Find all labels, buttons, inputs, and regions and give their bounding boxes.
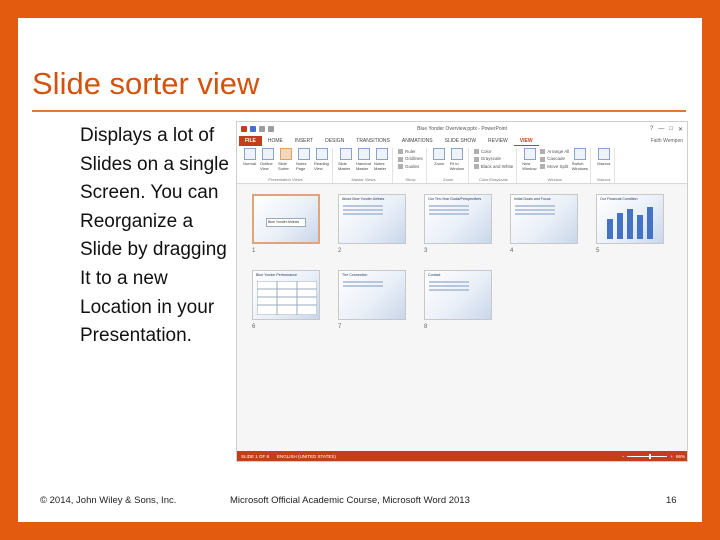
save-icon[interactable] bbox=[250, 126, 256, 132]
zoom-slider[interactable] bbox=[627, 456, 667, 457]
group-window bbox=[519, 148, 591, 183]
slide-thumb-title: Initial Goals and Focus bbox=[514, 197, 551, 201]
group-label: Presentation Views bbox=[268, 177, 303, 182]
text-placeholder bbox=[343, 285, 383, 287]
help-icon[interactable]: ? bbox=[650, 125, 654, 132]
footer-page-number: 16 bbox=[666, 495, 677, 506]
bullet-line: Location in your bbox=[80, 296, 215, 318]
ribbon bbox=[237, 146, 687, 184]
macros-icon bbox=[598, 148, 610, 160]
outline-view-button[interactable] bbox=[260, 148, 275, 171]
slide-count: SLIDE 1 OF 8 bbox=[241, 453, 270, 459]
slide-thumbnail[interactable] bbox=[424, 194, 492, 244]
button-label: Notes Page bbox=[296, 161, 307, 171]
slide-master-button[interactable] bbox=[338, 148, 353, 171]
powerpoint-screenshot bbox=[236, 121, 688, 462]
slide-thumb-title: The Connection bbox=[342, 273, 368, 277]
new-window-icon bbox=[524, 148, 536, 160]
button-label: New Window bbox=[522, 161, 537, 171]
slide-thumbnail[interactable] bbox=[596, 194, 664, 244]
maximize-icon[interactable]: □ bbox=[669, 125, 673, 132]
slide-sorter-icon bbox=[280, 148, 292, 160]
group-master-views bbox=[335, 148, 393, 183]
bullet-line: Displays a lot of bbox=[80, 125, 215, 146]
notes-page-button[interactable] bbox=[296, 148, 311, 171]
ribbon-tabs bbox=[237, 136, 687, 146]
normal-view-icon bbox=[244, 148, 256, 160]
chart-bar bbox=[647, 207, 653, 239]
text-placeholder bbox=[515, 205, 555, 207]
tab-insert[interactable]: INSERT bbox=[294, 138, 314, 144]
zoom-icon bbox=[433, 148, 445, 160]
slide-sorter-button[interactable] bbox=[278, 148, 293, 171]
minimize-icon[interactable]: — bbox=[658, 125, 665, 132]
text-placeholder bbox=[343, 281, 383, 283]
quick-access-toolbar bbox=[241, 126, 274, 132]
slide-thumbnail[interactable] bbox=[338, 270, 406, 320]
tab-animations[interactable]: ANIMATIONS bbox=[401, 138, 433, 144]
slide-number: 3 bbox=[424, 248, 428, 254]
slide-thumbnail[interactable] bbox=[424, 270, 492, 320]
tab-home[interactable]: HOME bbox=[267, 138, 283, 144]
group-show bbox=[395, 148, 427, 183]
macros-button[interactable] bbox=[596, 148, 611, 166]
chart-bar bbox=[607, 219, 613, 239]
button-label: Normal bbox=[243, 161, 256, 166]
slide-master-icon bbox=[340, 148, 352, 160]
zoom-button[interactable] bbox=[432, 148, 447, 171]
group-color-grayscale bbox=[471, 148, 518, 183]
bullet-line: Presentation. bbox=[80, 325, 192, 347]
zoom-level[interactable]: 66% bbox=[675, 453, 685, 459]
text-placeholder bbox=[429, 205, 469, 207]
handout-master-button[interactable] bbox=[356, 148, 371, 171]
zoom-out-icon[interactable]: − bbox=[621, 453, 625, 459]
switch-windows-icon bbox=[574, 148, 586, 160]
slide-thumbnail[interactable] bbox=[252, 194, 320, 244]
slide-thumb-title: Contact bbox=[428, 273, 441, 277]
group-label: Zoom bbox=[443, 177, 454, 182]
slide-thumbnail[interactable] bbox=[510, 194, 578, 244]
title-bar bbox=[237, 122, 687, 136]
text-placeholder bbox=[343, 205, 383, 207]
chart-bar bbox=[627, 209, 633, 239]
reading-view-icon bbox=[316, 148, 328, 160]
group-presentation-views bbox=[239, 148, 333, 183]
normal-view-button[interactable] bbox=[242, 148, 257, 171]
tab-view[interactable]: VIEW bbox=[514, 136, 539, 146]
bullet-line: It to a new bbox=[80, 267, 168, 289]
slide-thumb-title: Our Ten-Year Goals/Perspectives bbox=[428, 197, 482, 201]
footer-copyright: © 2014, John Wiley & Sons, Inc. bbox=[40, 495, 177, 506]
button-label: Reading View bbox=[314, 161, 329, 171]
slide-thumbnail[interactable] bbox=[252, 270, 320, 320]
slide-number: 8 bbox=[424, 324, 428, 330]
fit-to-window-button[interactable] bbox=[450, 148, 465, 171]
guides-checkbox[interactable]: Guides bbox=[398, 164, 423, 169]
chart-graphic bbox=[601, 205, 661, 241]
zoom-in-icon[interactable]: + bbox=[670, 453, 673, 459]
chart-bar bbox=[637, 215, 643, 239]
slide-thumb-title: Our Financial Condition bbox=[600, 197, 638, 201]
tab-file[interactable]: FILE bbox=[239, 136, 262, 146]
text-placeholder bbox=[515, 209, 555, 211]
group-label: Macros bbox=[597, 177, 611, 182]
slide-number: 5 bbox=[596, 248, 600, 254]
slide-thumbnail[interactable] bbox=[338, 194, 406, 244]
group-label: Window bbox=[547, 177, 562, 182]
move-split-button[interactable]: Move Split bbox=[540, 164, 569, 169]
zoom-slider-thumb[interactable] bbox=[649, 454, 651, 459]
button-label: Zoom bbox=[434, 161, 445, 166]
button-label: Handout Master bbox=[355, 161, 372, 171]
button-label: Macros bbox=[597, 161, 611, 166]
app-icon bbox=[241, 126, 247, 132]
table-graphic bbox=[257, 281, 317, 315]
table-frame bbox=[257, 281, 317, 315]
slide-title-box: Blue Yonder Airlines bbox=[266, 218, 306, 227]
slide-number: 4 bbox=[510, 248, 514, 254]
outline-view-icon bbox=[262, 148, 274, 160]
undo-icon[interactable] bbox=[259, 126, 265, 132]
arrange-all-button[interactable]: Arrange All bbox=[540, 149, 569, 154]
window-controls bbox=[650, 126, 683, 133]
text-placeholder bbox=[429, 285, 469, 287]
fit-to-window-icon bbox=[451, 148, 463, 160]
button-label: Outline View bbox=[260, 161, 273, 171]
close-icon[interactable]: ✕ bbox=[677, 126, 683, 133]
gridlines-checkbox[interactable]: Gridlines bbox=[398, 156, 423, 161]
tab-design[interactable]: DESIGN bbox=[325, 138, 345, 144]
notes-master-icon bbox=[376, 148, 388, 160]
slide-number: 6 bbox=[252, 324, 256, 330]
group-label: Show bbox=[405, 177, 416, 182]
document-title: Blue Yonder Overview.pptx - PowerPoint bbox=[417, 126, 507, 132]
footer-course: Microsoft Official Academic Course, Microsoft Word 2013 bbox=[230, 495, 470, 506]
slide-title: Slide sorter view bbox=[32, 66, 260, 101]
notes-page-icon bbox=[298, 148, 310, 160]
color-button[interactable]: Color bbox=[474, 149, 514, 154]
group-label: Master Views bbox=[351, 177, 376, 182]
slide-number: 2 bbox=[338, 248, 342, 254]
black-and-white-button[interactable]: Black and White bbox=[474, 164, 514, 169]
tab-slide-show[interactable]: SLIDE SHOW bbox=[444, 138, 477, 144]
bullet-line: Slide by dragging bbox=[80, 239, 227, 261]
notes-master-button[interactable] bbox=[374, 148, 389, 171]
status-bar bbox=[237, 451, 688, 461]
bullet-line: Slides on a single bbox=[80, 153, 229, 175]
tab-transitions[interactable]: TRANSITIONS bbox=[356, 138, 390, 144]
text-placeholder bbox=[429, 289, 469, 291]
button-label: Switch Windows bbox=[571, 161, 588, 171]
button-label: Fit to Window bbox=[449, 161, 464, 171]
bullet-line: Reorganize a bbox=[80, 210, 194, 232]
slide-sorter-pane bbox=[237, 186, 688, 453]
button-label: Notes Master bbox=[374, 161, 387, 171]
user-name[interactable]: Faith Wempen bbox=[650, 138, 683, 144]
tab-review[interactable]: REVIEW bbox=[488, 138, 508, 144]
text-placeholder bbox=[343, 209, 383, 211]
button-label: Slide Sorter bbox=[278, 161, 289, 171]
text-placeholder bbox=[343, 213, 383, 215]
cascade-button[interactable]: Cascade bbox=[540, 156, 569, 161]
language-indicator[interactable]: ENGLISH (UNITED STATES) bbox=[277, 453, 336, 459]
group-zoom bbox=[429, 148, 469, 183]
chart-bar bbox=[617, 213, 623, 239]
slide-number: 1 bbox=[252, 248, 256, 254]
new-window-button[interactable] bbox=[522, 148, 537, 171]
text-placeholder bbox=[429, 213, 469, 215]
text-placeholder bbox=[429, 281, 469, 283]
bullet-line: Screen. You can bbox=[80, 182, 219, 204]
ruler-checkbox[interactable]: Ruler bbox=[398, 149, 423, 154]
slide-number: 7 bbox=[338, 324, 342, 330]
button-label: Slide Master bbox=[338, 161, 351, 171]
title-underline bbox=[32, 110, 686, 112]
group-macros bbox=[593, 148, 615, 183]
slide-thumb-title: About Blue Yonder Airlines bbox=[342, 197, 385, 201]
text-placeholder bbox=[515, 213, 555, 215]
group-label: Color/Grayscale bbox=[479, 177, 508, 182]
handout-master-icon bbox=[358, 148, 370, 160]
grayscale-button[interactable]: Grayscale bbox=[474, 156, 514, 161]
reading-view-button[interactable] bbox=[314, 148, 329, 171]
slide-thumb-title: Blue Yonder Performance bbox=[256, 273, 297, 277]
text-placeholder bbox=[429, 209, 469, 211]
switch-windows-button[interactable] bbox=[572, 148, 587, 171]
zoom-control bbox=[622, 454, 685, 459]
bullet-text bbox=[80, 122, 240, 351]
